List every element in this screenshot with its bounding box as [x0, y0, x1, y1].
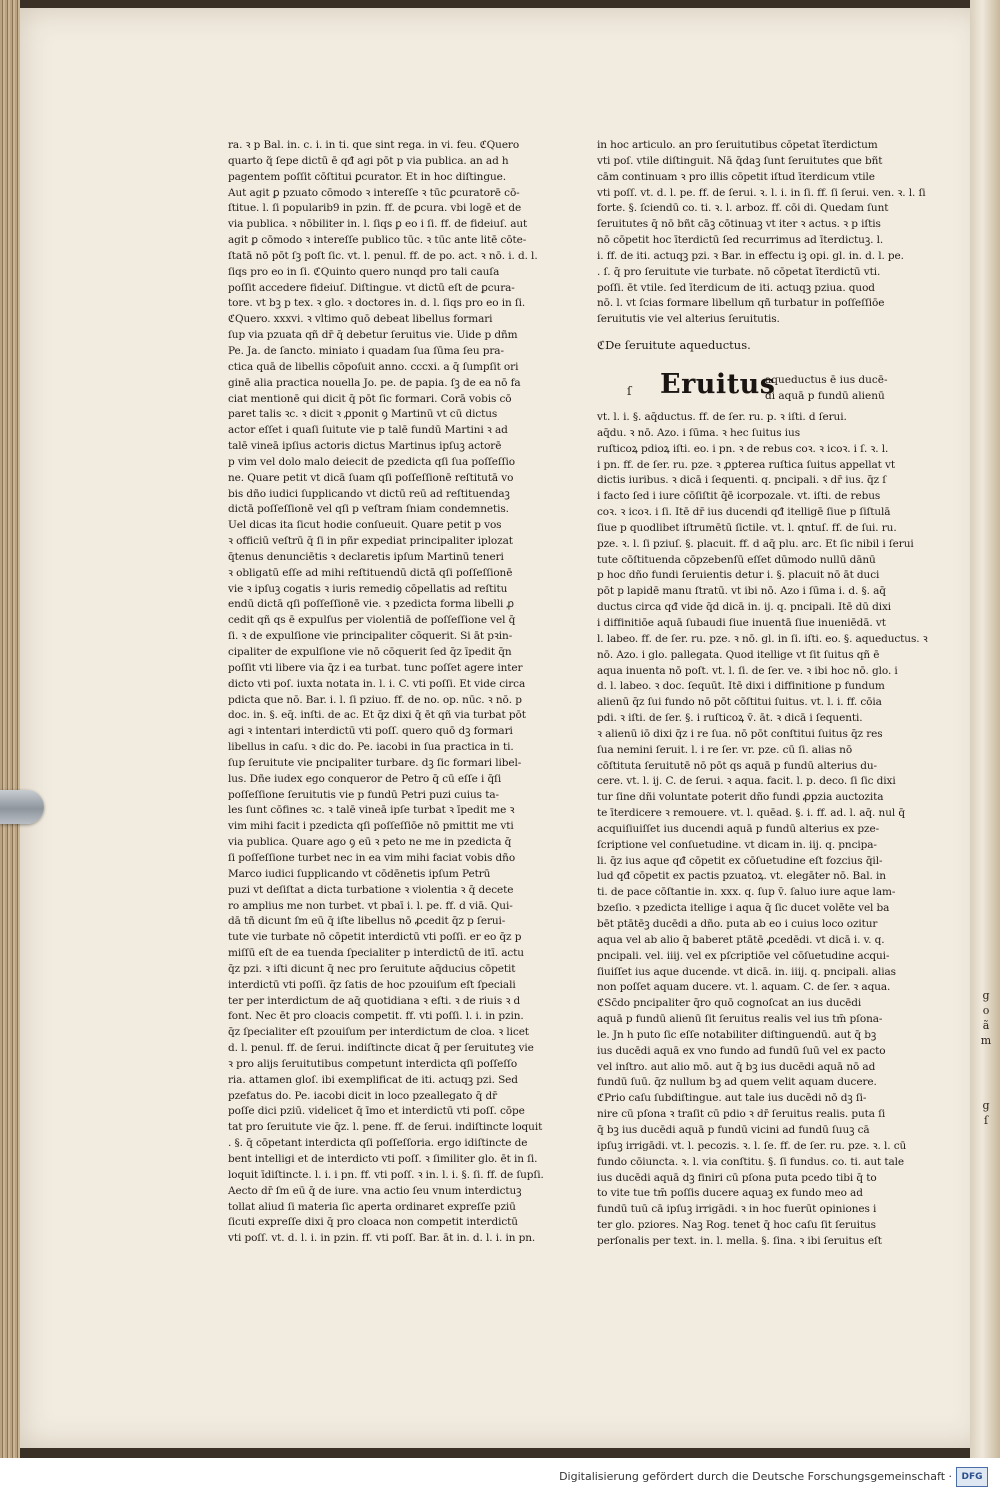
text-line: Aecto dr̄ ſm eū q̄ de iure. vna actio ſeu vnum interdictuꝫ	[228, 1184, 522, 1197]
text-line: ſeruitutes q̄ nō bñt cāꝫ cōtinuaꝫ vt iter ꝛ actus. ꝛ p iſtis	[597, 218, 881, 231]
text-line: perſonalis per text. in. l. mella. §. ſina. ꝛ ibi ſeruitus eſt	[597, 1234, 882, 1247]
text-line: bēt ptātēꝫ ducēdi a dño. puta ab eo i cuius loco ozitur	[597, 918, 878, 930]
text-line: aq̄du. ꝛ nō. Azo. i ſūma. ꝛ hec ſuitus ius	[597, 426, 801, 439]
text-line: vti poſſ. vt. d. l. pe. ff. de ſerui. ꝛ. l. i. in ſi. ff. ſi ſerui. ven. ꝛ. l. ſi	[597, 186, 926, 199]
text-line: ꝛ pro alijs ſeruitutibus competunt interdicta qſi poſſeſſo	[228, 1057, 518, 1070]
text-line: forte. §. ſciendū co. ti. ꝛ. l. arboz. ff. cōi di. Quedam ſunt	[597, 202, 889, 215]
text-line: pōt p lapidē manu ſtratū. vt ibi nō. Azo i ſūma i. d. §. aq̄	[597, 585, 886, 598]
text-line: poſſe dici pziū. videlicet q̄ īmo et interdictū vti poſſ. cōpe	[228, 1105, 525, 1118]
text-line: Marco iudici ſupplicando vt cōdēnetis ipſum Petrū	[228, 867, 491, 880]
text-line: interdictū vti poſſi. q̄z ſatis de hoc pzouiſum eſt ſpeciali	[228, 978, 516, 991]
text-line: font. Nec ēt pro cloacis competit. ff. vti poſſi. l. i. in pzin.	[228, 1010, 524, 1023]
text-line: aqua inuenta nō poſt. vt. l. ſi. de ſer. ve. ꝛ ibi hoc nō. glo. i	[597, 664, 898, 677]
text-line: cere. vt. l. ij. C. de ſerui. ꝛ aqua. facit. l. p. deco. ſi ſic dixi	[597, 775, 896, 788]
text-line: p vim vel dolo malo deiecit de pzedicta qſi ſua poſſeſſio	[228, 455, 515, 468]
text-line: dictā poſſeſſionē vel qſi p veſtram ſniam condemnetis.	[228, 503, 509, 516]
text-line: ſi. ꝛ de expulſione vie principaliter cōquerit. Si āt pꝛin-	[228, 630, 513, 643]
text-line: pzefatus do. Pe. iacobi dicit in loco pzeallegato q̄ dr̄	[228, 1089, 498, 1102]
text-line: vie ꝛ ipſuꝫ cogatis ꝛ iuris remediꝯ cōpellatis ad reſtitu	[228, 582, 508, 595]
text-line: ra. ꝛ p Bal. in. c. i. in ti. que sint rega. in vi. feu. ℭQuero	[228, 139, 520, 151]
text-line: cōſtituta ſeruitutē nō pōt qs aquā p fundū alterius du-	[597, 759, 878, 772]
text-line: dictis iuribus. ꝛ dicā i ſequenti. q. pncipali. ꝛ dr̄ ius. q̄z ſ	[597, 474, 887, 487]
right-text-column-bottom	[597, 410, 928, 1250]
text-line: tore. vt bꝫ p tex. ꝛ glo. ꝛ doctores in. d. l. ſiqs pro eo in ſi.	[228, 297, 526, 310]
text-line: actor eſſet i quaſi ſuitute vie p talē fundū Martini ꝛ ad	[228, 424, 508, 437]
text-line: nō. l. vt ſcias formare libellum qñ turbatur in poſſeſſiōe	[597, 297, 885, 310]
text-line: ſcriptione vel conſuetudine. vt dicam in. iij. q. pncipa-	[597, 838, 877, 851]
text-line: le. Jn h puto ſic eſſe notabiliter diſtinguendū. aut q̄ bꝫ	[597, 1028, 877, 1041]
text-line: ℭSc̄do pncipaliter q̄ro quō cognoſcat an ius ducēdi	[597, 997, 862, 1010]
text-line: ciat mentionē qui dicit q̄ pōt ſic formari. Corā vobis cō	[228, 392, 512, 405]
text-line: bis dño iudici ſupplicando vt dictū reū ad reſtituendaꝫ	[228, 487, 510, 500]
text-line: pdicta que nō. Bar. i. l. ſi pziuo. ff. de no. op. nūc. ꝛ nō. p	[228, 693, 522, 706]
text-line: lud qđ cōpetit ex pactis pzuatoꝝ. vt. elegāter nō. Bal. in	[597, 870, 886, 883]
text-line: agit ꝑ cōmodo ꝛ intereſſe publico tūc. ꝛ tūc ante litē cōte-	[228, 234, 527, 247]
text-line: Aut agit ꝑ pzuato cōmodo ꝛ intereſſe ꝛ tūc ꝑcuratorē cō-	[228, 186, 520, 199]
text-line: aqueductus ē ius ducē-	[765, 374, 888, 386]
text-line: ter glo. pziores. Naꝫ Rog. tenet q̄ hoc caſu ſit ſeruitus	[597, 1219, 876, 1232]
text-line: vti poſ. vtile diſtinguit. Nā q̄daꝫ ſunt ſeruitutes que bñt	[597, 154, 883, 167]
text-line: via publica. ꝛ nōbiliter in. l. ſiqs ꝑ eo i ſi. ff. de fideiuſ. aut	[228, 218, 528, 231]
text-line: ſtitue. l. ſi popularib9 in pzin. ff. de ꝑcura. vbi logē et de	[228, 202, 522, 215]
text-line: i pn. ff. de ſer. ru. pze. ꝛ ꝓpterea ruſtica ſuitus appellat vt	[597, 458, 895, 471]
text-line: fundū ſuū. q̄z nullum bꝫ ad quem velit aquam ducere.	[597, 1076, 877, 1089]
text-line: q̄ bꝫ ius ducēdi aquā p fundū vicini ad fundū ſuuꝫ cā	[597, 1123, 870, 1136]
text-line: endū dictā qſi poſſeſſionē vie. ꝛ pzedicta forma libelli ꝓ	[228, 598, 514, 611]
text-line: ꝛ alienū iō dixi q̄z i re ſua. nō pōt conſtitui ſuitus q̄z res	[597, 727, 883, 740]
text-line: in hoc articulo. an pro ſeruitutibus cōpetat īterdictum	[597, 139, 878, 151]
text-line: miſſū eſt de ea tuenda ſpecialiter p interdictū de itī. actu	[228, 947, 524, 960]
text-line: q̄tenus denunciētis ꝛ declaretis ipſum Martinū teneri	[228, 550, 504, 563]
text-line: ipſuꝫ irrigādi. vt. l. pecozis. ꝛ. l. ſe. ff. de ſer. ru. pze. ꝛ. l. cū	[597, 1139, 907, 1152]
text-line: ria. attamen gloſ. ibi exemplificat de iti. actuqꝫ pzi. Sed	[228, 1073, 518, 1086]
text-line: bent intelligi et de interdicto vti poſſ. ꝛ ſimiliter glo. ēt in ſi.	[228, 1153, 538, 1165]
text-line: ꝛ obligatū eſſe ad mihi reſtituendū dictā qſi poſſeſſionē	[228, 566, 513, 579]
text-line: ctica quā de libellis cōpoſuit anno. cccxi. a q̄ ſumpſit ori	[228, 360, 519, 373]
text-line: dā tñ dicunt ſm eū q̄ iſte libellus nō ꝓcedit q̄z p ſerui-	[228, 915, 506, 928]
text-line: ℭQuero. xxxvi. ꝛ vltimo quō debeat libellus formari	[228, 313, 493, 326]
funding-credit: Digitalisierung gefördert durch die Deutsche Forschungsgemeinschaft ·	[559, 1470, 952, 1483]
text-line: p hoc dño fundi ſeruientis detur i. §. placuit nō āt duci	[597, 569, 880, 582]
text-line: Pe. Ja. de ſancto. miniato i quadam ſua ſūma ſeu pra-	[228, 344, 504, 357]
text-line: coꝛ. ꝛ icoꝛ. i ſi. Itē dr̄ ius ducendi qđ itelligē ſiue p ſiſtulā	[597, 506, 891, 519]
text-line: pze. ꝛ. l. ſi pziuſ. §. placuit. ff. d aq̄ plu. arc. Et ſic nibil i ſerui	[597, 537, 914, 550]
text-line: agi ꝛ intentari interdictū vti poſſ. quero quō dꝫ formari	[228, 725, 513, 738]
margin-glyph: g	[982, 989, 990, 1002]
text-line: q̄z ſpecialiter eſt pzouiſum per interdictum de cloa. ꝛ licet	[228, 1026, 529, 1039]
text-line: i. ff. de iti. actuqꝫ pzi. ꝛ Bar. in effectu iꝫ opi. gl. in. d. l. pe.	[597, 249, 904, 262]
text-line: puzi vt deſiſtat a dicta turbatione ꝛ violentia ꝛ q̄ decete	[228, 883, 514, 896]
text-line: alienū q̄z ſui fundo nō pōt cōſtitui ſuitus. vt. l. i. ff. cōia	[597, 696, 882, 709]
text-line: ne. Quare petit vt dicā ſuam qſi poſſeſſionē reſtitutā vo	[228, 471, 514, 484]
facing-page-strip	[970, 0, 1000, 1458]
text-line: libellus in caſu. ꝛ dic do. Pe. iacobi in ſua practica in ti.	[228, 741, 514, 754]
metal-page-clip	[0, 790, 44, 824]
text-line: poſſi. ēt vtile. ſed īterdicum de iti. actuqꝫ pziua. quod	[597, 281, 875, 294]
text-line: to vite tue tm̄ poſſis ducere aquaꝫ ex fundo meo ad	[597, 1187, 863, 1200]
display-initial-word: Eruitus	[660, 369, 776, 400]
text-line: ſiuiſſet ius aque ducende. vt dicā. in. iiij. q. pncipali. alias	[597, 965, 896, 978]
text-line: ius ducēdi aquā ex vno fundo ad fundū ſuū vel ex pacto	[597, 1044, 886, 1057]
text-line: acquiſiuiſſet ius ducendi aquā p fundū alterius ex pze-	[597, 822, 880, 835]
text-line: ꝛ officiū veſtrū q̄ ſi in pñr expediat principaliter iplozat	[228, 535, 513, 548]
text-line: d. l. labeo. ꝛ doc. ſequūt. Itē dixi i diffinitione p fundum	[597, 680, 885, 693]
text-line: tute vie turbate nō cōpetit interdictū vti poſſi. er eo q̄z p	[228, 931, 522, 944]
text-line: les ſunt cōfines ꝛc. ꝛ talē vineā ipſe turbat ꝛ īpedit me ꝛ	[228, 804, 515, 817]
text-line: pdi. ꝛ iſti. de ſer. §. i ruſticoꝝ v̄. āt. ꝛ dicā i ſequenti.	[597, 712, 863, 725]
text-line: q̄z pzi. ꝛ iſti dicunt q̄ nec pro ſeruitute aq̄ducius cōpetit	[228, 962, 516, 975]
text-line: bzeſio. ꝛ pzedicta itellige i aqua q̄ ſic ducet volēte vel ba	[597, 902, 890, 915]
text-line: cipaliter de expulſione vie nō cōquerit ſed q̄z īpedit q̄n	[228, 646, 512, 658]
text-line: ruſticoꝝ pdioꝝ iſti. eo. i pn. ꝛ de rebus coꝛ. ꝛ icoꝛ. i ſ. ꝛ. l.	[597, 442, 889, 455]
text-line: doc. in. §. eq̄. inſti. de ac. Et q̄z dixi q̄ ēt qñ via turbat pōt	[228, 709, 526, 722]
text-line: paret talis ꝛc. ꝛ dicit ꝛ ꝓponit ꝯ Martinū vt cū dictus	[228, 408, 498, 421]
text-line: . §. q̄ cōpetant interdicta qſi poſſeſſoria. ergo idiſtincte de	[228, 1137, 528, 1150]
right-text-column-top	[597, 138, 926, 328]
text-line: ſeruitutis vie vel alterius ſeruitutis.	[597, 313, 780, 326]
text-line: nō. Azo. i glo. pallegata. Quod itellige vt ſit ſuitus qñ ē	[597, 648, 880, 661]
text-line: ſup via pzuata qñ dr̄ q̄ debetur ſeruitus vie. Uide p dñm	[228, 329, 518, 342]
margin-glyph: ſ	[983, 1114, 989, 1127]
text-line: te īterdicere ꝛ remouere. vt. l. quēad. §. i. ff. ad. l. aq̄. nul q̄	[597, 807, 905, 820]
text-line: nire cū pſona ꝛ traſit cū pdio ꝛ dr̄ ſeruitus realis. puta ſi	[597, 1108, 886, 1121]
text-line: ductus circa qđ vide q̄d dicā in. ij. q. pncipali. Itē dū dixi	[597, 601, 892, 614]
text-line: ſup ſeruitute vie pncipaliter turbare. dꝫ ſic formari libel-	[228, 756, 522, 769]
text-line: i facto ſed i iure cōſiſtit q̄ē icorpozale. vt. iſti. de rebus	[597, 490, 881, 503]
text-line: ſua nemini ſeruit. l. i re ſer. vr. pze. cū ſi. alias nō	[597, 743, 853, 756]
text-line: i diffinitiōe aquā ſubaudi ſiue inuentā ſiue inueniēdā. vt	[597, 616, 886, 629]
text-line: ius ducēdi aquā dꝫ finiri cū pſona puta pcedo tibi q̄ to	[597, 1171, 877, 1184]
text-line: ℭPrio caſu ſubdiſtingue. aut tale ius ducēdi nō dꝫ ſi-	[597, 1092, 867, 1105]
text-line: ſtatā nō pōt ſꝫ poſt ſic. vt. l. penul. ff. de po. act. ꝛ nō. i. d. l.	[228, 249, 538, 262]
text-line: lus. Dñe iudex ego conqueror de Petro q̄ cū eſſe i q̄ſi	[228, 772, 502, 785]
text-line: non poſſet aquam ducere. vt. l. aquam. C. de ſer. ꝛ aqua.	[597, 981, 891, 994]
text-line: aqua vel ab alio q̄ baberet ptātē ꝓcedēdi. vt dicā i. v. q.	[597, 933, 885, 946]
text-line: tollat aliud ſi materia ſic aperta ordinaret expreſſe pziū	[228, 1200, 516, 1213]
text-line: nō cōpetit hoc īterdictū ſed recurrimus ad īterdictuꝫ. l.	[597, 234, 884, 247]
text-line: ti. de pace cōſtantie in. xxx. q. ſup v̄. ſaluo iure aque lam-	[597, 886, 896, 899]
text-line: pagentem poſſit cōſtitui ꝑcurator. Et in hoc diſtingue.	[228, 170, 506, 183]
text-line: fundū tuū cā ipſuꝫ irrigādi. ꝛ in hoc fuerūt opiniones i	[597, 1203, 877, 1216]
text-line: talē vineā ipſius actoris dictus Martinus ipſuꝫ actorē	[228, 440, 502, 453]
text-line: dicto vti poſ. iuxta notata in. l. i. C. vti poſſi. Et vide circa	[228, 677, 526, 690]
text-line: vti poſſ. vt. d. l. i. in pzin. ff. vti poſſ. Bar. āt in. d. l. i. in pn.	[228, 1232, 536, 1245]
text-line: via publica. Quare ago ꝯ eū ꝛ peto ne me in pzedicta q̄	[228, 836, 512, 849]
text-line: Uel dicas ita ſicut hodie conſueuit. Quare petit p vos	[228, 519, 502, 532]
margin-glyph: g	[982, 1099, 990, 1112]
text-line: aquā p fundū alienū ſit ſeruitus realis vel ius tm̄ pſona-	[597, 1013, 883, 1026]
text-line: ſiqs pro eo in ſi. ℭQuinto quero nunqd pro tali cauſa	[228, 265, 500, 278]
text-line: tur ſine dñi voluntate poterit dño fundi ꝓpzia auctozita	[597, 791, 884, 804]
text-line: d. l. penul. ff. de ſerui. indiſtincte dicat q̄ per ſeruituteꝫ vie	[228, 1042, 534, 1055]
text-line: cedit qñ qs ē expulſus per violentiā de poſſeſſione vel q̄	[228, 614, 516, 627]
text-line: ſicuti expreſſe dixi q̄ pro cloaca non competit interdictū	[228, 1216, 518, 1229]
text-line: tute cōſtituenda cōpzebenſū eſſet dūmodo nullū dānū	[597, 553, 876, 566]
text-line: cām continuam ꝛ pro illis cōpetit iſtud īterdicum vtile	[597, 170, 875, 183]
initial-tail-text	[765, 372, 888, 404]
text-line: di aquā p fundū alienū	[765, 390, 885, 402]
text-line: tat pro ſeruitute vie q̄z. l. pene. ff. de ſerui. indiſtincte loquit	[228, 1121, 543, 1134]
text-line: loquit īdiſtincte. l. i. i pn. ff. vti poſſ. ꝛ in. l. i. §. ſi. ff. de ſupſi.	[228, 1168, 544, 1181]
book-page-edges	[0, 0, 20, 1458]
text-line: l. labeo. ff. de ſer. ru. pze. ꝛ nō. gl. in ſi. iſti. eo. §. aqueductus. ꝛ	[597, 632, 928, 645]
section-rubric: ℭDe ſeruitute aqueductus.	[597, 338, 751, 352]
text-line: li. q̄z ius aque qđ cōpetit ex cōſuetudine eſt fozcius q̄il-	[597, 854, 883, 867]
footer-bar	[0, 1458, 1000, 1496]
text-line: pncipali. vel. iiij. vel ex pſcriptiōe vel cōſuetudine acqui-	[597, 949, 890, 962]
text-line: fundo cōiuncta. ꝛ. l. via conſtitu. §. ſi fundus. co. ti. aut tale	[597, 1155, 905, 1168]
text-line: poſſit accedere fideiuſ. Diſtingue. vt dictū eſt de ꝑcura-	[228, 281, 515, 294]
dfg-logo: DFG	[956, 1467, 988, 1487]
text-line: ſiue p quodlibet iſtrumētū ſictile. vt. l. qntuſ. ff. de ſui. ru.	[597, 521, 897, 534]
text-line: vel inſtro. aut alio mō. aut q̄ bꝫ ius ducēdi aquā nō ad	[597, 1060, 876, 1073]
text-line: quarto q̃ ſepe dictū ē qđ agi pōt p via publica. an ad h	[228, 154, 509, 167]
margin-glyph: m	[980, 1034, 992, 1047]
left-text-column	[228, 138, 544, 1247]
text-line: ginē alia practica nouella Jo. pe. de papia. ſꝫ de ea nō fa	[228, 376, 521, 389]
margin-glyph: o	[982, 1004, 990, 1017]
text-line: poſſit vti libere via q̄z i ea turbat. tunc poſſet agere inter	[228, 661, 523, 674]
guide-letter: ſ	[627, 384, 632, 398]
text-line: ro amplius me non turbet. vt pbaī i. l. pe. ff. d viā. Qui-	[228, 899, 513, 912]
margin-glyph: ã	[982, 1019, 990, 1032]
text-line: vt. l. i. §. aq̄ductus. ff. de ſer. ru. p. ꝛ iſti. d ſerui.	[597, 411, 847, 423]
text-line: . ſ. q̄ pro ſeruitute vie turbate. nō cōpetat īterdictū vti.	[597, 265, 881, 278]
text-line: ter per interdictum de aq̄ quotidiana ꝛ eſti. ꝛ de riuis ꝛ d	[228, 994, 521, 1007]
text-line: poſſeſſione ſeruitutis vie p fundū Petri puzi cuius ta-	[228, 788, 499, 801]
text-line: ſi poſſeſſione turbet nec in ea vim mihi faciat vobis dño	[228, 851, 516, 864]
text-line: vim mihi facit i pzedicta qſi poſſeſſiōe nō pmittit me vti	[228, 820, 514, 833]
